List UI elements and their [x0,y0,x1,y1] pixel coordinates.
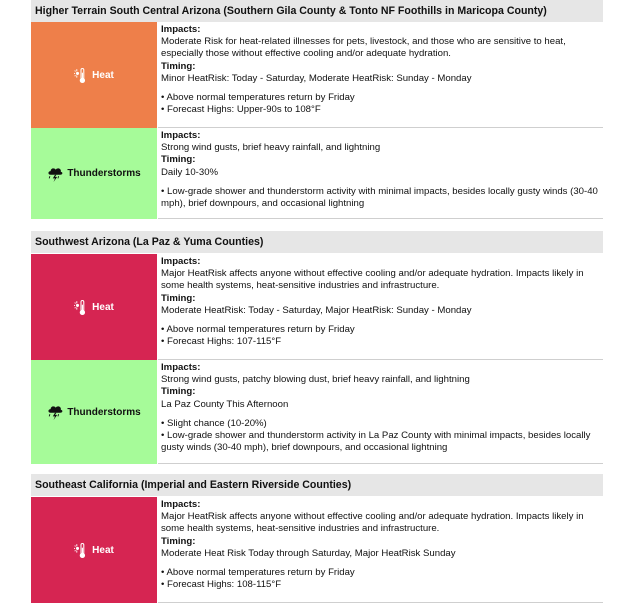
bullet-item: • Low-grade shower and thunderstorm activity with minimal impacts, besides locally gusty winds (30-40 mph), brief downpours, and occasional lightning [161,186,599,210]
impacts-text: Strong wind gusts, brief heavy rainfall, and lightning [161,142,381,154]
hazard-details [158,360,603,464]
hazard-label: Heat [92,69,114,81]
thermometer-sun-icon [74,67,88,84]
bullet-item: • Slight chance (10-20%) [161,418,599,430]
impacts-text: Major HeatRisk affects anyone without effective cooling and/or adequate hydration. Impacts likely in some health systems, heat-sensitive industries and infrastructure. [161,268,584,292]
hazard-row-thunderstorms [31,360,603,464]
impacts-label: Impacts: [161,130,201,141]
section-header-southwest-az: Southwest Arizona (La Paz & Yuma Counties) [31,231,603,253]
thunderstorm-cloud-icon [47,404,63,420]
bullet-item: • Forecast Highs: Upper-90s to 108°F [161,104,599,116]
timing-label: Timing: [161,60,196,72]
section-header-southeast-ca: Southeast California (Imperial and Eastern Riverside Counties) [31,474,603,496]
impacts-text: Major HeatRisk affects anyone without effective cooling and/or adequate hydration. Impacts likely in some health systems, heat-sensitive industries and infrastructure. [161,511,584,535]
timing-text: Minor HeatRisk: Today - Saturday, Moderate HeatRisk: Sunday - Monday [161,72,472,84]
hazard-row-thunderstorms [31,128,603,219]
section-header-south-central-az: Higher Terrain South Central Arizona (Southern Gila County & Tonto NF Foothills in Maricopa County) [31,0,603,22]
impacts-label: Impacts: [161,256,201,267]
bullet-item: • Low-grade shower and thunderstorm activity in La Paz County with minimal impacts, besides locally gusty winds (30-40 mph), brief downpours, and occasional lightning [161,430,599,454]
bullet-item: • Above normal temperatures return by Friday [161,92,599,104]
impacts-label: Impacts: [161,362,201,373]
impacts-text: Strong wind gusts, patchy blowing dust, brief heavy rainfall, and lightning [161,374,470,386]
timing-label: Timing: [161,386,196,398]
thunderstorm-cloud-icon [47,166,63,182]
hazard-badge-thunderstorms [31,360,158,464]
impacts-label: Impacts: [161,24,201,35]
thermometer-sun-icon [74,299,88,316]
hazard-details [158,22,603,128]
impacts-text: Moderate Risk for heat-related illnesses for pets, livestock, and those who are sensitive to heat, especially those without effective cooling and/or adequate hydration. [161,36,566,60]
hazard-details [158,254,603,360]
hazard-label: Thunderstorms [67,168,141,179]
hazard-row-heat [31,497,603,603]
impacts-label: Impacts: [161,499,201,510]
hazard-row-heat [31,22,603,128]
bullet-item: • Above normal temperatures return by Friday [161,567,599,579]
timing-text: La Paz County This Afternoon [161,398,289,410]
hazard-label: Thunderstorms [67,406,141,418]
hazard-badge-heat [31,254,158,360]
timing-text: Moderate Heat Risk Today through Saturday, Major HeatRisk Sunday [161,547,456,559]
timing-label: Timing: [161,535,196,547]
hazard-label: Heat [92,544,114,556]
bullet-item: • Forecast Highs: 108-115°F [161,579,599,591]
timing-text: Moderate HeatRisk: Today - Saturday, Major HeatRisk: Sunday - Monday [161,304,472,316]
timing-label: Timing: [161,292,196,304]
timing-text: Daily 10-30% [161,166,219,178]
bullet-item: • Forecast Highs: 107-115°F [161,336,599,348]
hazard-badge-thunderstorms [31,128,158,219]
timing-label: Timing: [161,154,196,166]
hazard-badge-heat [31,497,158,603]
hazard-badge-heat [31,22,158,128]
thermometer-sun-icon [74,542,88,559]
hazard-label: Heat [92,301,114,313]
hazard-details [158,497,603,603]
hazard-row-heat [31,254,603,360]
hazard-details [158,128,603,219]
bullet-item: • Above normal temperatures return by Friday [161,324,599,336]
